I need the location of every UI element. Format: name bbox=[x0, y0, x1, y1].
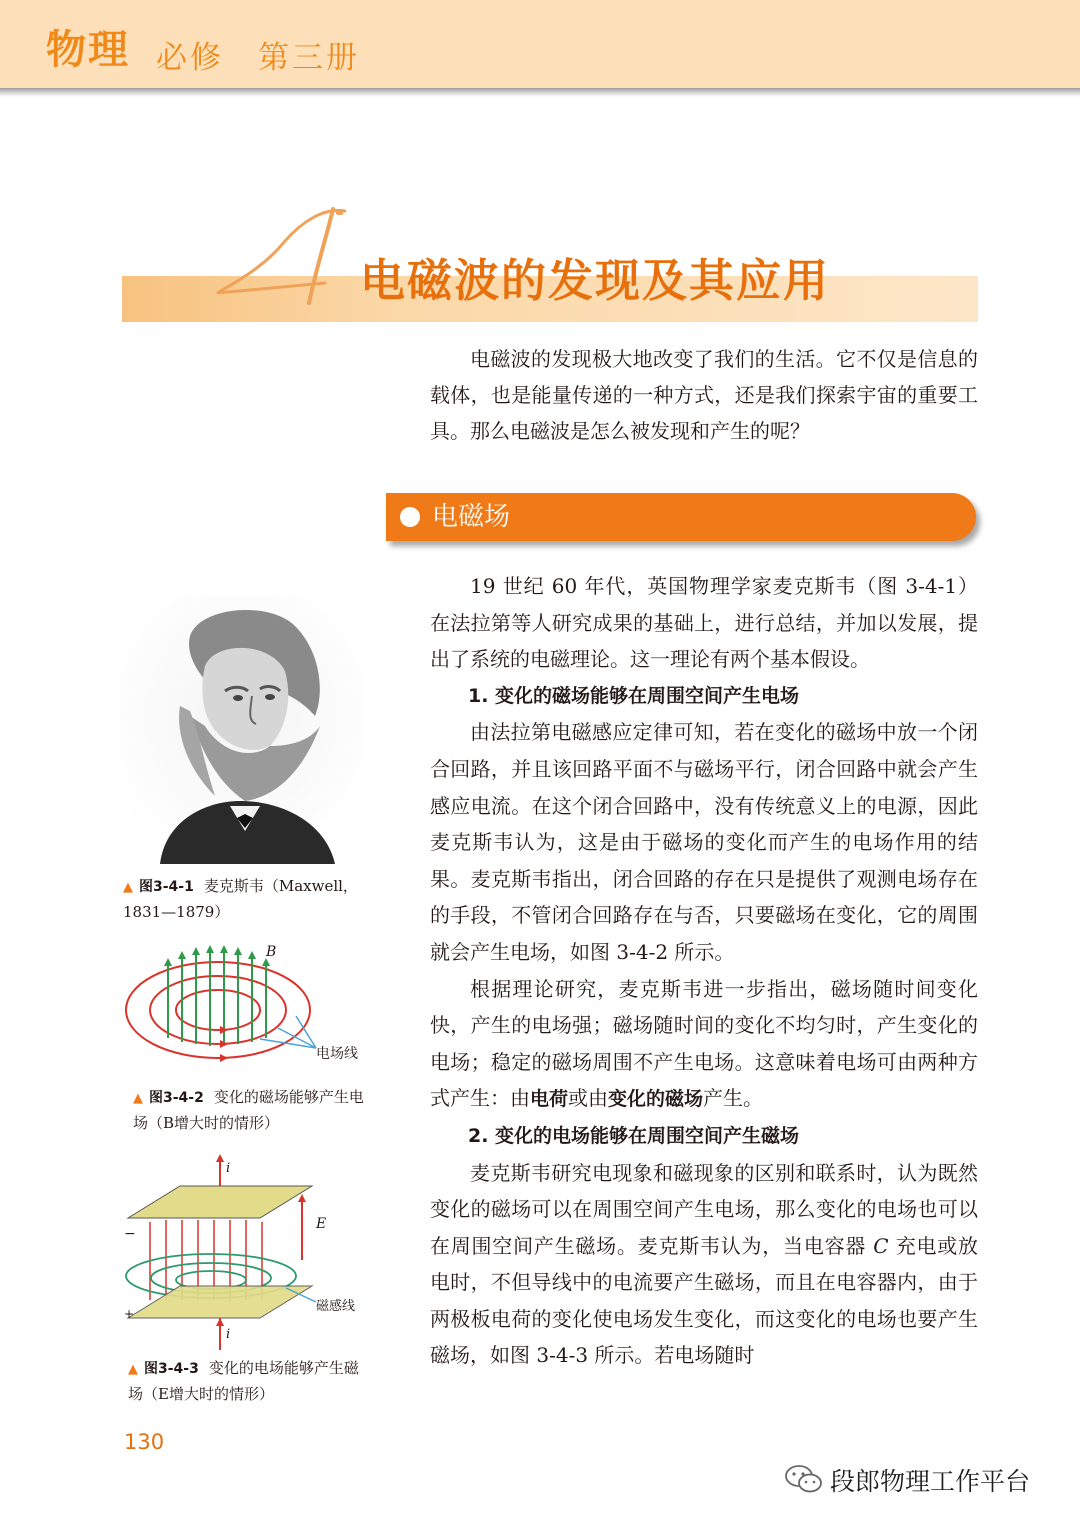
section-header bbox=[386, 493, 976, 541]
watermark-text: 段郎物理工作平台 bbox=[830, 1467, 1031, 1496]
text-run: 麦克斯韦研究电现象和磁现象的区别和联系时，认为既然变化的磁场可以在周围空间产生电场，那么变化的电场也可以在周围空间产生磁场。麦克斯韦认为，当电容器 bbox=[430, 1160, 978, 1258]
text-run: 根据理论研究，麦克斯韦进一步指出，磁场随时间变化快，产生的电场强；磁场随时间的变化不均匀时，产生变化的电场；稳定的磁场周围不产生电场。这意味着电场可由两种方式产生：由 bbox=[430, 976, 978, 1111]
symbol-c: C bbox=[873, 1233, 889, 1258]
wechat-icon bbox=[784, 1464, 824, 1494]
figure-caption bbox=[133, 1085, 373, 1135]
paragraph: 由法拉第电磁感应定律可知，若在变化的磁场中放一个闭合回路，并且该回路平面不与磁场平行，闭合回路中就会产生感应电流。在这个闭合回路中，没有传统意义上的电源，因此麦克斯韦认为，这是由于磁场的变化而产生的电场作用的结果。麦克斯韦指出，闭合回路的存在只是提供了观测电场存在的手段，不管闭合回路存在与否，只要磁场在变化，它的周围就会产生电场，如图 3-4-2 所示。 bbox=[430, 720, 978, 964]
body-text bbox=[430, 568, 978, 1374]
caption-text: 麦克斯韦（Maxwell，1831—1879） bbox=[123, 877, 358, 921]
svg-text:+: + bbox=[124, 1307, 135, 1321]
figure-label: 图3-4-2 bbox=[149, 1090, 204, 1106]
chapter-number-graphic bbox=[205, 205, 350, 305]
maxwell-portrait-image bbox=[120, 596, 362, 864]
bold-term: 电荷 bbox=[530, 1088, 569, 1111]
paragraph bbox=[430, 971, 978, 1118]
current-label-top: i bbox=[226, 1161, 231, 1176]
paragraph bbox=[430, 1155, 978, 1375]
figure-caption bbox=[123, 874, 368, 924]
subheading: 2. 变化的电场能够在周围空间产生磁场 bbox=[468, 1124, 800, 1147]
section-title: 电磁场 bbox=[432, 502, 511, 532]
paragraph: 19 世纪 60 年代，英国物理学家麦克斯韦（图 3-4-1）在法拉第等人研究成果的基础上，进行总结，并加以发展，提出了系统的电磁理论。这一理论有两个基本假设。 bbox=[430, 574, 978, 672]
triangle-marker-icon: ▲ bbox=[123, 880, 133, 895]
magnetic-line-label: 磁感线 bbox=[316, 1299, 356, 1314]
subheading: 1. 变化的磁场能够在周围空间产生电场 bbox=[468, 684, 800, 707]
svg-text:4: 4 bbox=[205, 205, 206, 206]
figure-label: 图3-4-3 bbox=[144, 1361, 199, 1377]
svg-text:−: − bbox=[124, 1226, 136, 1242]
header-subject: 物理 bbox=[46, 27, 130, 73]
text-run: 或由 bbox=[568, 1086, 609, 1111]
header-divider bbox=[0, 88, 1080, 97]
field-line-label: 电场线 bbox=[316, 1046, 358, 1062]
watermark bbox=[784, 1460, 1054, 1500]
triangle-marker-icon: ▲ bbox=[128, 1362, 138, 1377]
text-run: 产生。 bbox=[703, 1086, 764, 1111]
magnetic-field-diagram bbox=[116, 1150, 378, 1352]
figure-caption bbox=[128, 1356, 373, 1406]
figure-label: 图3-4-1 bbox=[139, 879, 194, 895]
text-run: 充电或放电时，不但导线中的电流要产生磁场，而且在电容器内，由于两极板电荷的变化使电场发生变化，而这变化的电场也要产生磁场，如图 3-4-3 所示。若电场随时 bbox=[430, 1233, 979, 1368]
caption-text: 变化的磁场能够产生电场（B增大时的情形） bbox=[133, 1088, 364, 1132]
page-header bbox=[0, 0, 1080, 88]
electric-field-diagram bbox=[118, 938, 378, 1080]
chapter-intro: 电磁波的发现极大地改变了我们的生活。它不仅是信息的载体，也是能量传递的一种方式，还是我们探索宇宙的重要工具。那么电磁波是怎么被发现和产生的呢？ bbox=[430, 347, 978, 443]
header-volume: 必修 第三册 bbox=[156, 40, 360, 76]
b-label: B bbox=[266, 944, 277, 960]
bullet-dot-icon bbox=[400, 507, 420, 527]
triangle-marker-icon: ▲ bbox=[133, 1091, 143, 1106]
page-number: 130 bbox=[124, 1430, 165, 1454]
caption-text: 变化的电场能够产生磁场（E增大时的情形） bbox=[128, 1359, 359, 1403]
bold-term: 变化的磁场 bbox=[608, 1088, 704, 1111]
current-label-bottom: i bbox=[226, 1327, 231, 1342]
e-label: E bbox=[316, 1216, 327, 1232]
chapter-title: 电磁波的发现及其应用 bbox=[360, 254, 831, 307]
